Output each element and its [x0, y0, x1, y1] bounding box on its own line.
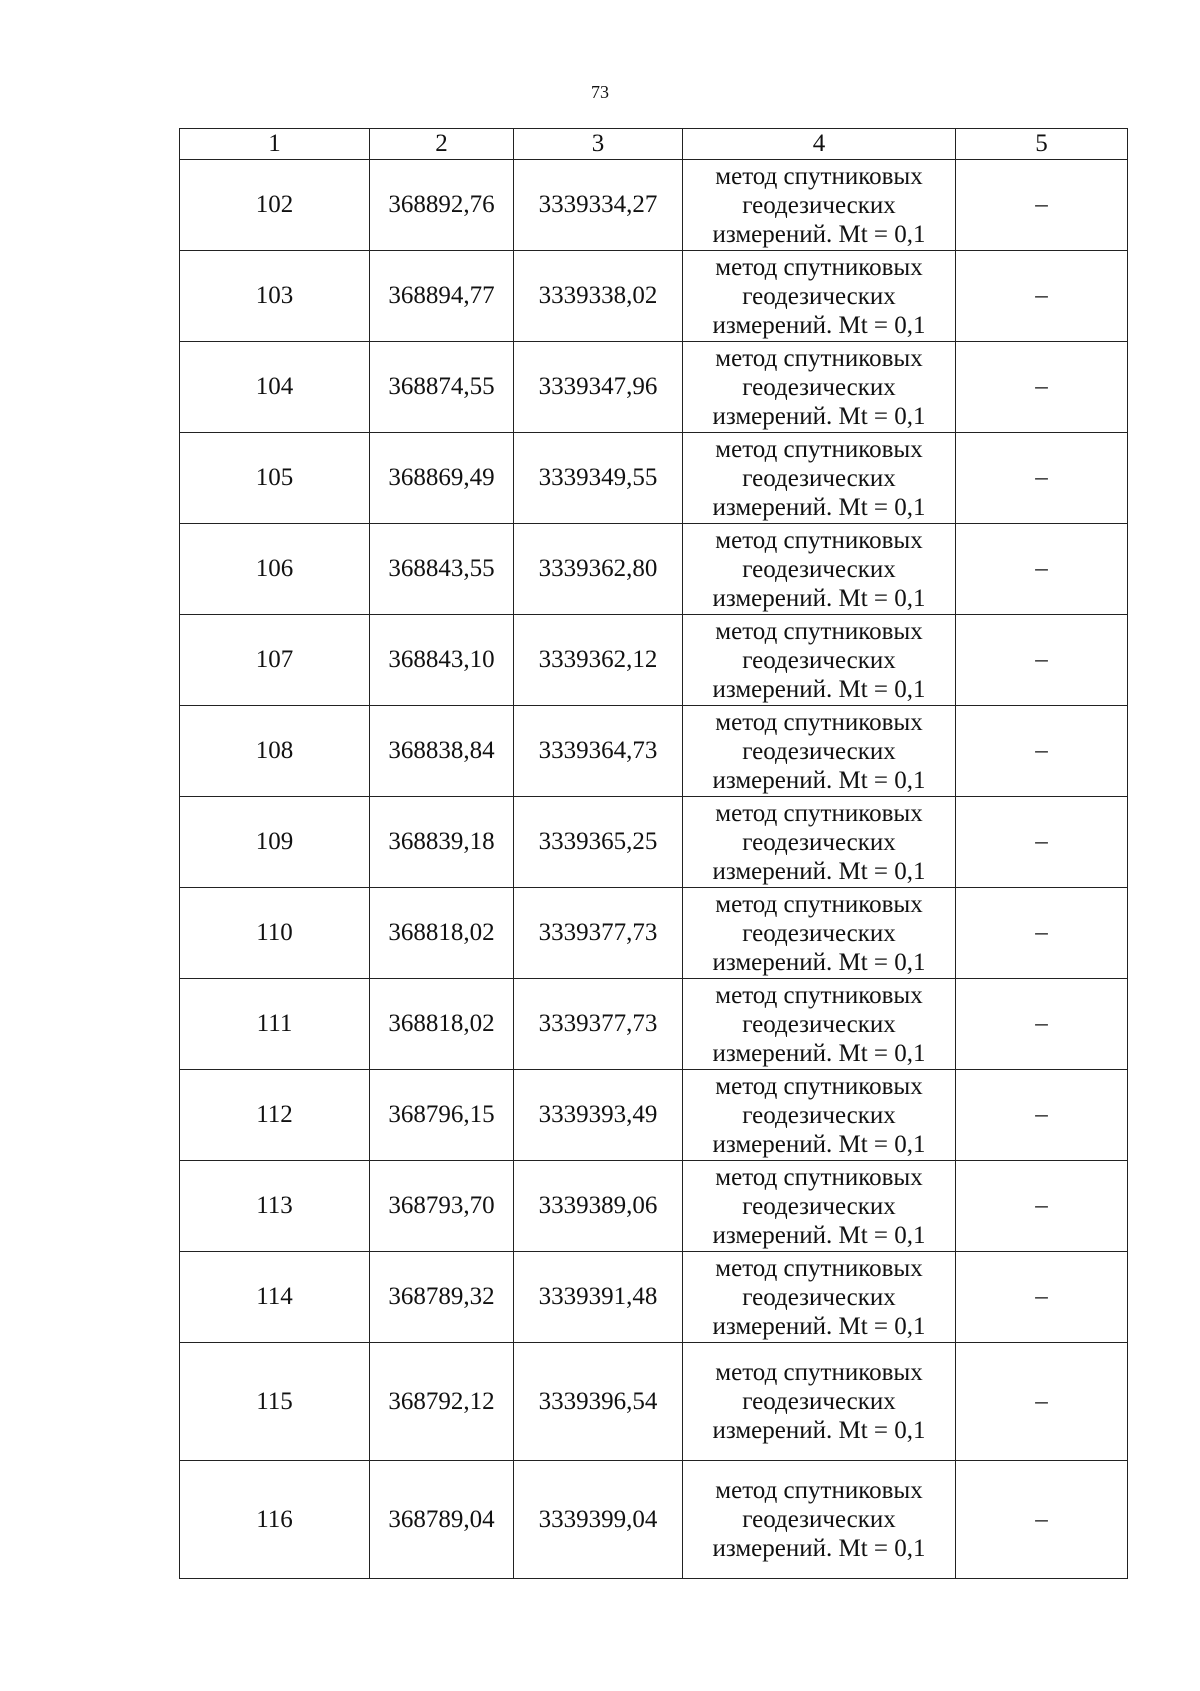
- y-coordinate-cell: 3339364,73: [514, 706, 683, 797]
- point-number-cell: 104: [180, 342, 370, 433]
- method-line: метод спутниковых: [715, 708, 923, 736]
- coordinates-table: [179, 128, 1128, 1579]
- point-number-cell: 111: [180, 979, 370, 1070]
- y-coordinate-cell: 3339338,02: [514, 251, 683, 342]
- method-line: метод спутниковых: [715, 344, 923, 372]
- note-cell: –: [956, 342, 1128, 433]
- method-line: геодезических: [742, 1010, 896, 1038]
- method-line: измерений. Mt = 0,1: [712, 857, 926, 885]
- method-line: измерений. Mt = 0,1: [712, 584, 926, 612]
- method-line: геодезических: [742, 1506, 896, 1533]
- method-line: геодезических: [742, 828, 896, 856]
- method-line: геодезических: [742, 555, 896, 583]
- table-row: [180, 615, 1128, 706]
- y-coordinate-cell: 3339347,96: [514, 342, 683, 433]
- point-number-cell: 116: [180, 1461, 370, 1579]
- method-line: геодезических: [742, 1388, 896, 1415]
- table-row: [180, 1252, 1128, 1343]
- note-cell: –: [956, 433, 1128, 524]
- y-coordinate-cell: 3339391,48: [514, 1252, 683, 1343]
- note-cell: –: [956, 524, 1128, 615]
- x-coordinate-cell: 368839,18: [370, 797, 514, 888]
- page-number: 73: [591, 82, 609, 102]
- note-cell: –: [956, 888, 1128, 979]
- point-number-cell: 108: [180, 706, 370, 797]
- x-coordinate-cell: 368838,84: [370, 706, 514, 797]
- method-line: измерений. Mt = 0,1: [712, 493, 926, 521]
- point-number-cell: 106: [180, 524, 370, 615]
- method-line: измерений. Mt = 0,1: [712, 220, 926, 248]
- point-number-cell: 113: [180, 1161, 370, 1252]
- method-cell: [683, 706, 956, 797]
- method-line: метод спутниковых: [715, 1163, 923, 1191]
- x-coordinate-cell: 368818,02: [370, 979, 514, 1070]
- note-cell: –: [956, 797, 1128, 888]
- point-number-cell: 114: [180, 1252, 370, 1343]
- method-line: геодезических: [742, 1101, 896, 1129]
- method-line: метод спутниковых: [715, 526, 923, 554]
- note-cell: –: [956, 1461, 1128, 1579]
- note-cell: –: [956, 160, 1128, 251]
- table-row: [180, 888, 1128, 979]
- method-cell: [683, 1070, 956, 1161]
- x-coordinate-cell: 368869,49: [370, 433, 514, 524]
- y-coordinate-cell: 3339389,06: [514, 1161, 683, 1252]
- note-cell: –: [956, 1252, 1128, 1343]
- y-coordinate-cell: 3339399,04: [514, 1461, 683, 1579]
- method-cell: [683, 160, 956, 251]
- y-coordinate-cell: 3339349,55: [514, 433, 683, 524]
- method-line: измерений. Mt = 0,1: [712, 1039, 926, 1067]
- method-cell: [683, 1252, 956, 1343]
- x-coordinate-cell: 368843,10: [370, 615, 514, 706]
- method-line: измерений. Mt = 0,1: [712, 402, 926, 430]
- method-cell: [683, 979, 956, 1070]
- method-line: метод спутниковых: [715, 162, 923, 190]
- x-coordinate-cell: 368843,55: [370, 524, 514, 615]
- table-row: [180, 797, 1128, 888]
- header-col-5: 5: [956, 129, 1128, 160]
- method-cell: [683, 615, 956, 706]
- table-row: [180, 251, 1128, 342]
- x-coordinate-cell: 368892,76: [370, 160, 514, 251]
- method-cell: [683, 888, 956, 979]
- table-row: [180, 1343, 1128, 1461]
- header-col-3: 3: [514, 129, 683, 160]
- table-row: [180, 342, 1128, 433]
- method-line: геодезических: [742, 373, 896, 401]
- method-line: измерений. Mt = 0,1: [712, 1312, 926, 1340]
- method-line: геодезических: [742, 464, 896, 492]
- table-row: [180, 706, 1128, 797]
- method-line: метод спутниковых: [715, 1359, 923, 1386]
- y-coordinate-cell: 3339334,27: [514, 160, 683, 251]
- point-number-cell: 109: [180, 797, 370, 888]
- point-number-cell: 107: [180, 615, 370, 706]
- method-line: метод спутниковых: [715, 1072, 923, 1100]
- method-cell: [683, 1343, 956, 1461]
- table-header-row: [180, 129, 1128, 160]
- method-line: геодезических: [742, 1192, 896, 1220]
- note-cell: –: [956, 979, 1128, 1070]
- header-col-4: 4: [683, 129, 956, 160]
- y-coordinate-cell: 3339377,73: [514, 979, 683, 1070]
- x-coordinate-cell: 368796,15: [370, 1070, 514, 1161]
- method-line: метод спутниковых: [715, 253, 923, 281]
- table-body: [180, 160, 1128, 1579]
- method-line: метод спутниковых: [715, 890, 923, 918]
- method-line: измерений. Mt = 0,1: [712, 1535, 926, 1562]
- method-cell: [683, 524, 956, 615]
- method-line: метод спутниковых: [715, 981, 923, 1009]
- table-row: [180, 979, 1128, 1070]
- method-line: измерений. Mt = 0,1: [712, 311, 926, 339]
- note-cell: –: [956, 1343, 1128, 1461]
- x-coordinate-cell: 368792,12: [370, 1343, 514, 1461]
- x-coordinate-cell: 368874,55: [370, 342, 514, 433]
- note-cell: –: [956, 615, 1128, 706]
- header-col-1: 1: [180, 129, 370, 160]
- note-cell: –: [956, 706, 1128, 797]
- table-row: [180, 524, 1128, 615]
- point-number-cell: 105: [180, 433, 370, 524]
- method-cell: [683, 251, 956, 342]
- y-coordinate-cell: 3339365,25: [514, 797, 683, 888]
- note-cell: –: [956, 1070, 1128, 1161]
- table-row: [180, 1161, 1128, 1252]
- table-row: [180, 160, 1128, 251]
- method-line: метод спутниковых: [715, 1254, 923, 1282]
- note-cell: –: [956, 251, 1128, 342]
- x-coordinate-cell: 368789,04: [370, 1461, 514, 1579]
- point-number-cell: 102: [180, 160, 370, 251]
- point-number-cell: 112: [180, 1070, 370, 1161]
- point-number-cell: 115: [180, 1343, 370, 1461]
- method-line: геодезических: [742, 282, 896, 310]
- y-coordinate-cell: 3339362,80: [514, 524, 683, 615]
- method-line: геодезических: [742, 1283, 896, 1311]
- x-coordinate-cell: 368894,77: [370, 251, 514, 342]
- method-line: метод спутниковых: [715, 1477, 923, 1504]
- y-coordinate-cell: 3339377,73: [514, 888, 683, 979]
- method-line: измерений. Mt = 0,1: [712, 675, 926, 703]
- method-cell: [683, 433, 956, 524]
- method-line: измерений. Mt = 0,1: [712, 1221, 926, 1249]
- x-coordinate-cell: 368818,02: [370, 888, 514, 979]
- table-row: [180, 1070, 1128, 1161]
- method-line: геодезических: [742, 191, 896, 219]
- method-line: измерений. Mt = 0,1: [712, 948, 926, 976]
- method-line: метод спутниковых: [715, 617, 923, 645]
- table-row: [180, 433, 1128, 524]
- table-row: [180, 1461, 1128, 1579]
- method-line: метод спутниковых: [715, 799, 923, 827]
- header-col-2: 2: [370, 129, 514, 160]
- x-coordinate-cell: 368793,70: [370, 1161, 514, 1252]
- point-number-cell: 103: [180, 251, 370, 342]
- point-number-cell: 110: [180, 888, 370, 979]
- method-line: геодезических: [742, 919, 896, 947]
- x-coordinate-cell: 368789,32: [370, 1252, 514, 1343]
- method-line: измерений. Mt = 0,1: [712, 766, 926, 794]
- y-coordinate-cell: 3339393,49: [514, 1070, 683, 1161]
- method-line: геодезических: [742, 646, 896, 674]
- method-line: метод спутниковых: [715, 435, 923, 463]
- y-coordinate-cell: 3339362,12: [514, 615, 683, 706]
- note-cell: –: [956, 1161, 1128, 1252]
- method-cell: [683, 342, 956, 433]
- method-line: геодезических: [742, 737, 896, 765]
- method-line: измерений. Mt = 0,1: [712, 1417, 926, 1444]
- method-cell: [683, 1461, 956, 1579]
- method-cell: [683, 797, 956, 888]
- y-coordinate-cell: 3339396,54: [514, 1343, 683, 1461]
- method-line: измерений. Mt = 0,1: [712, 1130, 926, 1158]
- method-cell: [683, 1161, 956, 1252]
